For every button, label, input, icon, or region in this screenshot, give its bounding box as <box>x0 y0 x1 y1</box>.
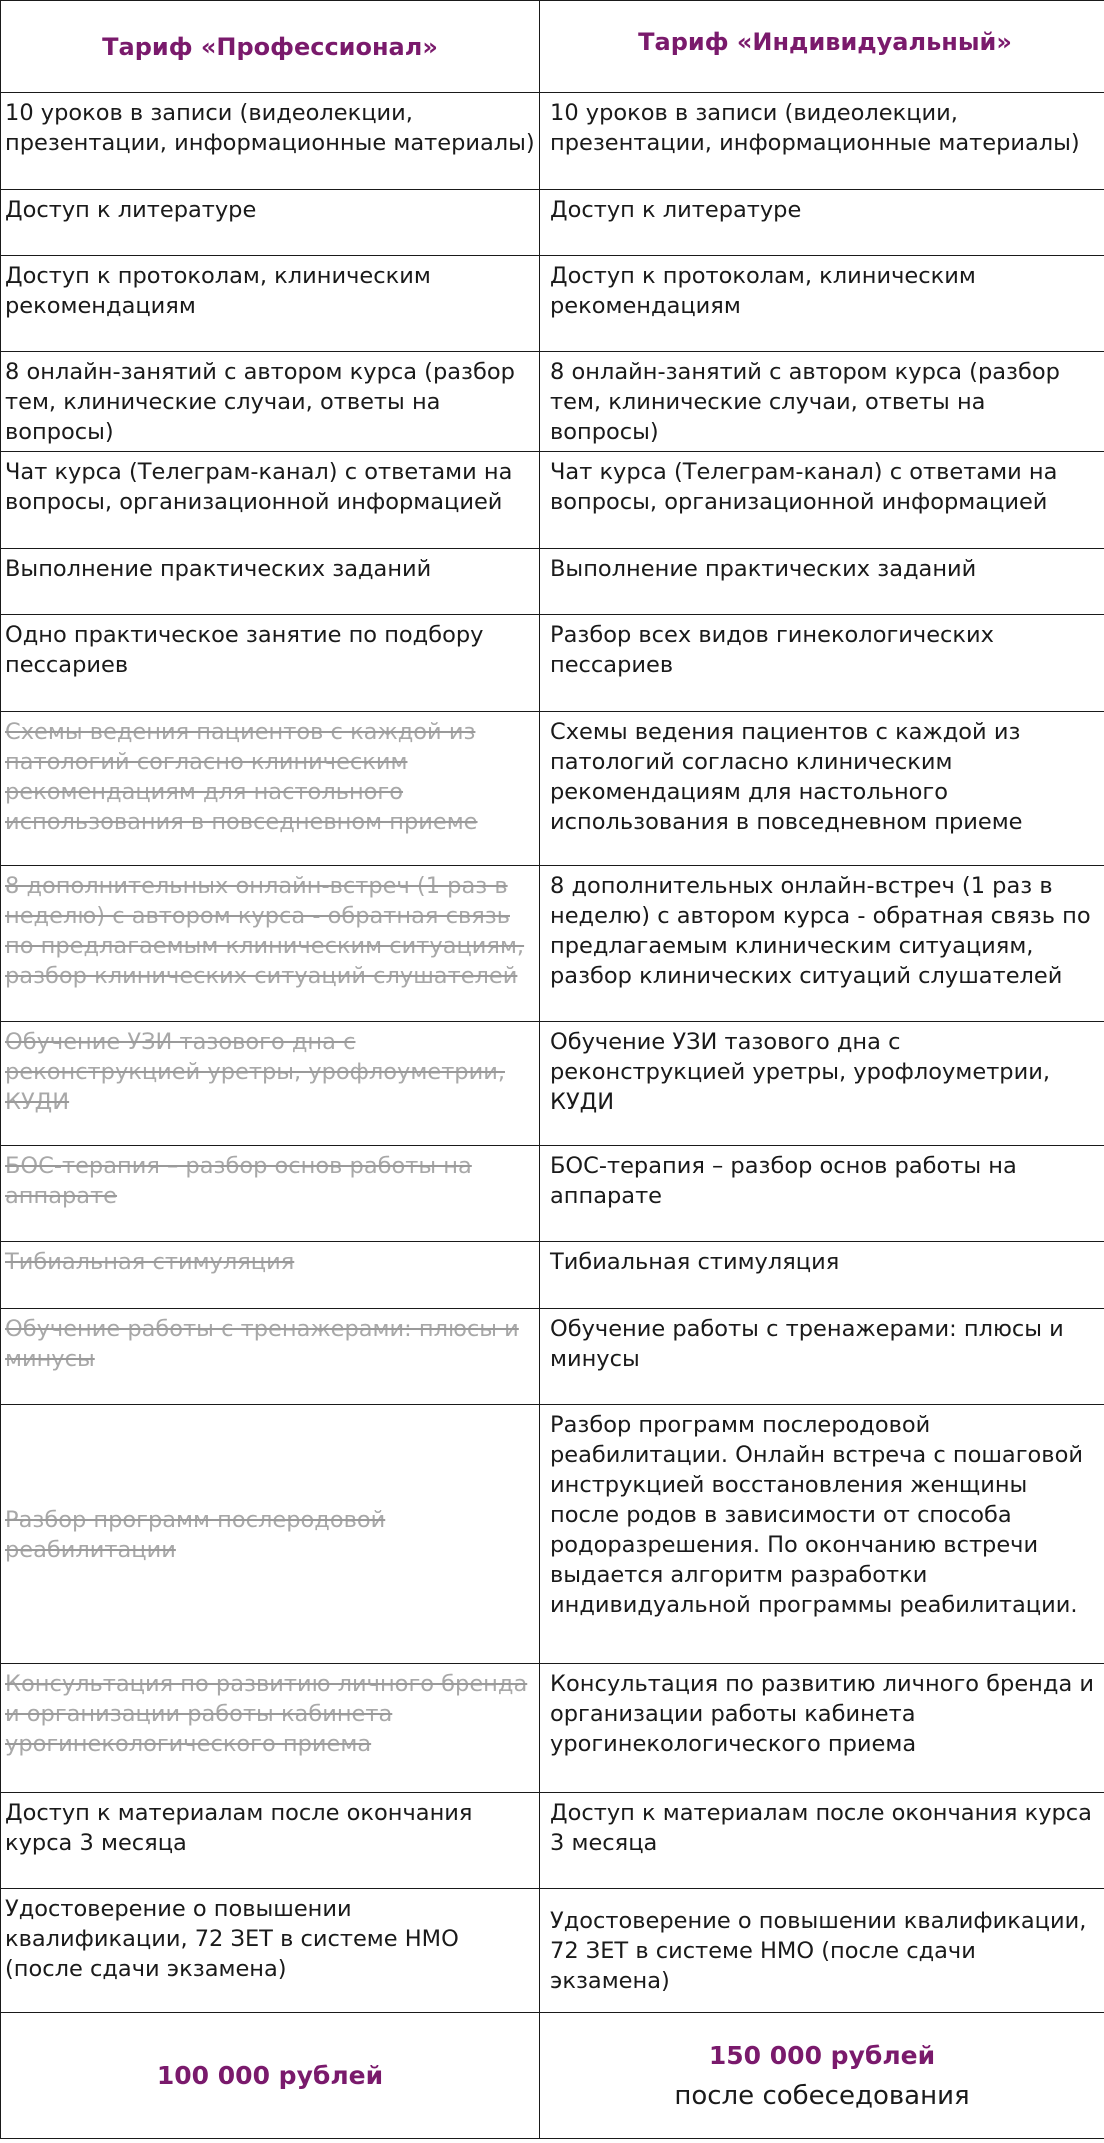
cell-professional-excluded: Обучение работы с тренажерами: плюсы и минусы <box>1 1309 540 1405</box>
table-row <box>1 93 1104 190</box>
table-row <box>1 352 1104 452</box>
table-row <box>1 452 1104 549</box>
cell-professional: Удостоверение о повышении квалификации, 72 ЗЕТ в системе НМО (после сдачи экзамена) <box>1 1889 540 2013</box>
cell-professional-excluded: 8 дополнительных онлайн-встреч (1 раз в неделю) с автором курса - обратная связь по предлагаемым клиническим ситуациям, разбор клинических ситуаций слушателей <box>1 866 540 1022</box>
cell-individual: Выполнение практических заданий <box>540 549 1104 615</box>
cell-individual: Разбор всех видов гинекологических пессариев <box>540 615 1104 712</box>
cell-individual: Удостоверение о повышении квалификации, 72 ЗЕТ в системе НМО (после сдачи экзамена) <box>540 1889 1104 2013</box>
price-individual-cell <box>540 2013 1104 2139</box>
cell-individual: Доступ к литературе <box>540 190 1104 256</box>
cell-individual: Чат курса (Телеграм-канал) с ответами на вопросы, организационной информацией <box>540 452 1104 549</box>
table-row <box>1 190 1104 256</box>
cell-professional-excluded: Тибиальная стимуляция <box>1 1242 540 1309</box>
price-individual: 150 000 рублей <box>708 2040 936 2070</box>
cell-professional: Доступ к литературе <box>1 190 540 256</box>
cell-professional: Выполнение практических заданий <box>1 549 540 615</box>
price-professional: 100 000 рублей <box>156 2060 384 2090</box>
table-row <box>1 1889 1104 2013</box>
table-row <box>1 1793 1104 1889</box>
table-row <box>1 1664 1104 1793</box>
header-professional: Тариф «Профессионал» <box>1 1 540 93</box>
cell-professional: Доступ к материалам после окончания курса 3 месяца <box>1 1793 540 1889</box>
table-row <box>1 256 1104 352</box>
cell-individual: 8 онлайн-занятий с автором курса (разбор тем, клинические случаи, ответы на вопросы) <box>540 352 1104 452</box>
price-professional-cell <box>1 2013 540 2139</box>
table-row <box>1 615 1104 712</box>
price-row <box>1 2013 1104 2139</box>
cell-professional: Одно практическое занятие по подбору пессариев <box>1 615 540 712</box>
table-row <box>1 1405 1104 1664</box>
cell-professional-excluded: Схемы ведения пациентов с каждой из патологий согласно клиническим рекомендациям для настольного использования в повседневном приеме <box>1 712 540 866</box>
header-individual: Тариф «Индивидуальный» <box>540 1 1104 93</box>
cell-individual: Обучение работы с тренажерами: плюсы и минусы <box>540 1309 1104 1405</box>
cell-individual: Обучение УЗИ тазового дна с реконструкцией уретры, урофлоуметрии, КУДИ <box>540 1022 1104 1146</box>
table-row <box>1 1022 1104 1146</box>
table-row <box>1 1146 1104 1242</box>
cell-individual: Разбор программ послеродовой реабилитации. Онлайн встреча с пошаговой инструкцией восстановления женщины после родов в зависимости от способа родоразрешения. По окончанию встречи выдается алгоритм разработки индивидуальной программы реабилитации. <box>540 1405 1104 1664</box>
cell-individual: Консультация по развитию личного бренда и организации работы кабинета урогинекологического приема <box>540 1664 1104 1793</box>
cell-individual: Тибиальная стимуляция <box>540 1242 1104 1309</box>
table-row <box>1 1309 1104 1405</box>
cell-professional-excluded: Разбор программ послеродовой реабилитации <box>1 1405 540 1664</box>
cell-professional: 8 онлайн-занятий с автором курса (разбор тем, клинические случаи, ответы на вопросы) <box>1 352 540 452</box>
price-individual-note: после собеседования <box>674 2080 970 2111</box>
cell-individual: 8 дополнительных онлайн-встреч (1 раз в неделю) с автором курса - обратная связь по предлагаемым клиническим ситуациям, разбор клинических ситуаций слушателей <box>540 866 1104 1022</box>
cell-professional: Доступ к протоколам, клиническим рекомендациям <box>1 256 540 352</box>
cell-professional-excluded: Обучение УЗИ тазового дна с реконструкцией уретры, урофлоуметрии, КУДИ <box>1 1022 540 1146</box>
table-row <box>1 1242 1104 1309</box>
cell-individual: БОС-терапия – разбор основ работы на аппарате <box>540 1146 1104 1242</box>
cell-individual: Доступ к протоколам, клиническим рекомендациям <box>540 256 1104 352</box>
table-header-row <box>1 1 1104 93</box>
cell-professional-excluded: Консультация по развитию личного бренда и организации работы кабинета урогинекологического приема <box>1 1664 540 1793</box>
cell-individual: 10 уроков в записи (видеолекции, презентации, информационные материалы) <box>540 93 1104 190</box>
cell-professional: 10 уроков в записи (видеолекции, презентации, информационные материалы) <box>1 93 540 190</box>
table-row <box>1 712 1104 866</box>
cell-professional-excluded: БОС-терапия – разбор основ работы на аппарате <box>1 1146 540 1242</box>
cell-individual: Схемы ведения пациентов с каждой из патологий согласно клиническим рекомендациям для настольного использования в повседневном приеме <box>540 712 1104 866</box>
table-row <box>1 549 1104 615</box>
cell-individual: Доступ к материалам после окончания курса 3 месяца <box>540 1793 1104 1889</box>
table-row <box>1 866 1104 1022</box>
cell-professional: Чат курса (Телеграм-канал) с ответами на вопросы, организационной информацией <box>1 452 540 549</box>
